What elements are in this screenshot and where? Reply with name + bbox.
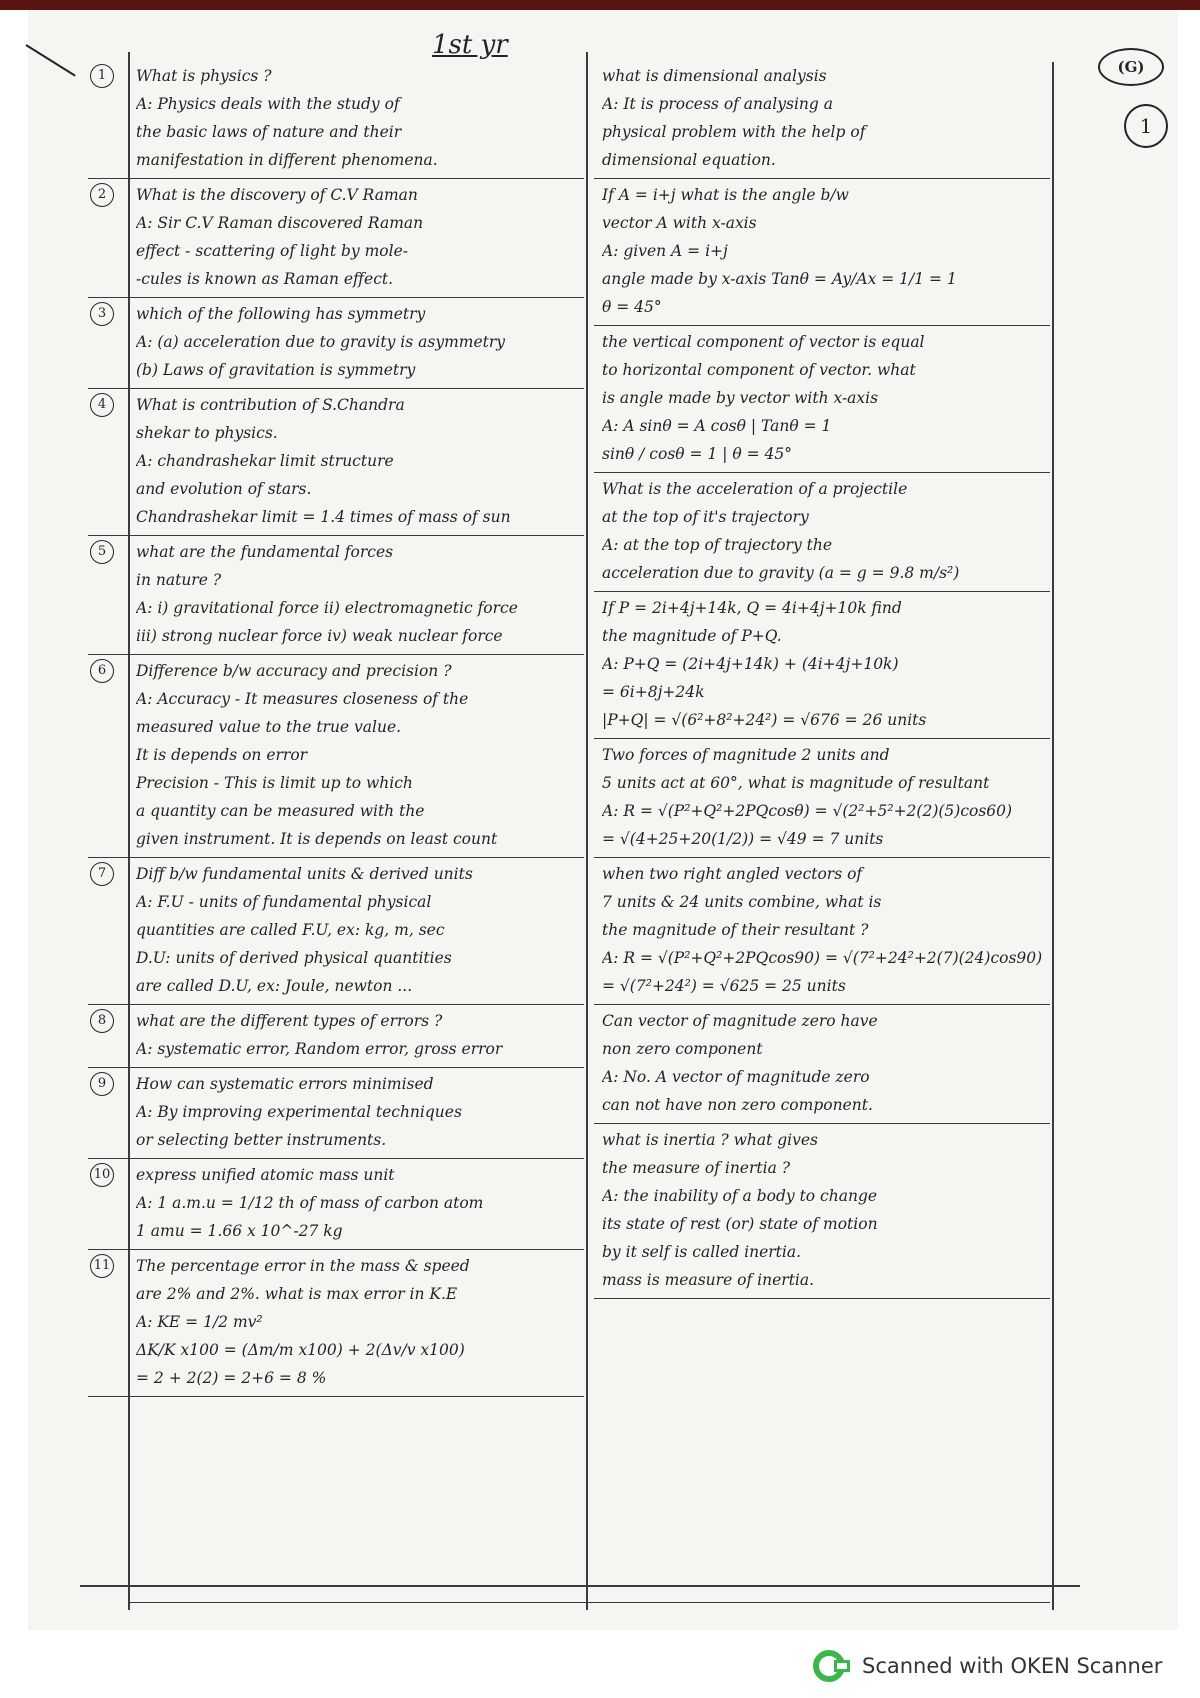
- text-line: and evolution of stars.: [136, 480, 312, 498]
- text-line: iii) strong nuclear force iv) weak nuclear force: [136, 627, 503, 645]
- text-line: = 6i+8j+24k: [602, 683, 705, 701]
- text-line: shekar to physics.: [136, 424, 278, 442]
- text-line: Can vector of magnitude zero have: [602, 1012, 878, 1030]
- text-line: physical problem with the help of: [602, 123, 866, 141]
- text-line: 7 units & 24 units combine, what is: [602, 893, 882, 911]
- text-line: what are the fundamental forces: [136, 543, 394, 561]
- question-block: [88, 1005, 584, 1068]
- question-block: [88, 298, 584, 389]
- question-block: [594, 739, 1050, 858]
- text-line: 5 units act at 60°, what is magnitude of resultant: [602, 774, 990, 792]
- text-line: Two forces of magnitude 2 units and: [602, 746, 890, 764]
- question-block: [594, 1005, 1050, 1124]
- scanner-watermark: [812, 1648, 1162, 1684]
- text-line: when two right angled vectors of: [602, 865, 863, 883]
- text-line: sinθ / cosθ = 1 | θ = 45°: [602, 445, 793, 463]
- question-number: 7: [90, 862, 114, 886]
- text-line: A: systematic error, Random error, gross error: [136, 1040, 503, 1058]
- question-block: [88, 536, 584, 655]
- text-line: A: (a) acceleration due to gravity is asymmetry: [136, 333, 506, 351]
- question-number: 10: [90, 1163, 114, 1187]
- question-block: [88, 389, 584, 536]
- bottom-rule: [80, 1585, 1080, 1587]
- text-line: A: By improving experimental techniques: [136, 1103, 462, 1121]
- text-line: to horizontal component of vector. what: [602, 361, 916, 379]
- left-column: [88, 60, 584, 1397]
- text-line: A: R = √(P²+Q²+2PQcosθ) = √(2²+5²+2(2)(5)cos60): [602, 802, 1013, 820]
- text-line: D.U: units of derived physical quantities: [136, 949, 452, 967]
- question-block: [88, 179, 584, 298]
- column-divider: [586, 52, 588, 1610]
- text-line: = √(4+25+20(1/2)) = √49 = 7 units: [602, 830, 884, 848]
- text-line: can not have non zero component.: [602, 1096, 873, 1114]
- text-line: non zero component: [602, 1040, 763, 1058]
- question-block: [88, 655, 584, 858]
- text-line: effect - scattering of light by mole-: [136, 242, 409, 260]
- corner-stamp: (G): [1098, 48, 1164, 86]
- text-line: which of the following has symmetry: [136, 305, 426, 323]
- question-number: 2: [90, 183, 114, 207]
- page-title: 1st yr: [432, 30, 508, 60]
- question-number: 6: [90, 659, 114, 683]
- text-line: express unified atomic mass unit: [136, 1166, 395, 1184]
- text-line: is angle made by vector with x-axis: [602, 389, 879, 407]
- question-block: [594, 473, 1050, 592]
- question-block: [594, 60, 1050, 179]
- text-line: What is the discovery of C.V Raman: [136, 186, 418, 204]
- bottom-rule-2: [130, 1602, 1050, 1603]
- text-line: How can systematic errors minimised: [136, 1075, 434, 1093]
- text-line: It is depends on error: [136, 746, 308, 764]
- text-line: what is inertia ? what gives: [602, 1131, 819, 1149]
- text-line: mass is measure of inertia.: [602, 1271, 815, 1289]
- text-line: a quantity can be measured with the: [136, 802, 425, 820]
- text-line: or selecting better instruments.: [136, 1131, 387, 1149]
- text-line: by it self is called inertia.: [602, 1243, 802, 1261]
- text-line: If A = i+j what is the angle b/w: [602, 186, 849, 204]
- text-line: A: the inability of a body to change: [602, 1187, 878, 1205]
- text-line: The percentage error in the mass & speed: [136, 1257, 470, 1275]
- text-line: dimensional equation.: [602, 151, 776, 169]
- text-line: are 2% and 2%. what is max error in K.E: [136, 1285, 458, 1303]
- text-line: (b) Laws of gravitation is symmetry: [136, 361, 416, 379]
- text-line: What is physics ?: [136, 67, 272, 85]
- text-line: Precision - This is limit up to which: [136, 774, 413, 792]
- text-line: 1 amu = 1.66 x 10^-27 kg: [136, 1222, 343, 1240]
- text-line: = √(7²+24²) = √625 = 25 units: [602, 977, 846, 995]
- text-line: ΔK/K x100 = (Δm/m x100) + 2(Δv/v x100): [136, 1341, 465, 1359]
- text-line: the magnitude of their resultant ?: [602, 921, 869, 939]
- text-line: Chandrashekar limit = 1.4 times of mass of sun: [136, 508, 511, 526]
- text-line: A: It is process of analysing a: [602, 95, 833, 113]
- text-line: are called D.U, ex: Joule, newton ...: [136, 977, 413, 995]
- text-line: θ = 45°: [602, 298, 662, 316]
- text-line: Difference b/w accuracy and precision ?: [136, 662, 452, 680]
- question-block: [594, 858, 1050, 1005]
- question-block: [88, 1068, 584, 1159]
- text-line: at the top of it's trajectory: [602, 508, 809, 526]
- text-line: |P+Q| = √(6²+8²+24²) = √676 = 26 units: [602, 711, 927, 729]
- right-border-line: [1052, 62, 1054, 1610]
- question-number: 9: [90, 1072, 114, 1096]
- text-line: the magnitude of P+Q.: [602, 627, 782, 645]
- text-line: A: Sir C.V Raman discovered Raman: [136, 214, 424, 232]
- question-block: [88, 60, 584, 179]
- text-line: A: given A = i+j: [602, 242, 728, 260]
- page-number: 1: [1124, 104, 1168, 148]
- question-block: [594, 592, 1050, 739]
- text-line: in nature ?: [136, 571, 222, 589]
- question-block: [88, 858, 584, 1005]
- text-line: measured value to the true value.: [136, 718, 402, 736]
- text-line: A: i) gravitational force ii) electromagnetic force: [136, 599, 518, 617]
- text-line: = 2 + 2(2) = 2+6 = 8 %: [136, 1369, 327, 1387]
- text-line: angle made by x-axis Tanθ = Ay/Ax = 1/1 = 1: [602, 270, 957, 288]
- text-line: Diff b/w fundamental units & derived units: [136, 865, 473, 883]
- text-line: -cules is known as Raman effect.: [136, 270, 394, 288]
- text-line: the measure of inertia ?: [602, 1159, 791, 1177]
- text-line: acceleration due to gravity (a = g = 9.8 m/s²): [602, 564, 960, 582]
- text-line: What is contribution of S.Chandra: [136, 396, 405, 414]
- text-line: A: No. A vector of magnitude zero: [602, 1068, 870, 1086]
- text-line: A: Accuracy - It measures closeness of the: [136, 690, 469, 708]
- text-line: manifestation in different phenomena.: [136, 151, 438, 169]
- question-number: 1: [90, 64, 114, 88]
- text-line: A: at the top of trajectory the: [602, 536, 833, 554]
- text-line: A: chandrashekar limit structure: [136, 452, 394, 470]
- question-number: 8: [90, 1009, 114, 1033]
- text-line: A: KE = 1/2 mv²: [136, 1313, 263, 1331]
- text-line: A: 1 a.m.u = 1/12 th of mass of carbon atom: [136, 1194, 484, 1212]
- question-number: 3: [90, 302, 114, 326]
- text-line: its state of rest (or) state of motion: [602, 1215, 878, 1233]
- text-line: the basic laws of nature and their: [136, 123, 402, 141]
- text-line: what are the different types of errors ?: [136, 1012, 443, 1030]
- question-number: 4: [90, 393, 114, 417]
- question-block: [594, 179, 1050, 326]
- text-line: vector A with x-axis: [602, 214, 757, 232]
- text-line: What is the acceleration of a projectile: [602, 480, 908, 498]
- question-number: 11: [90, 1254, 114, 1278]
- question-block: [594, 326, 1050, 473]
- text-line: the vertical component of vector is equal: [602, 333, 925, 351]
- text-line: A: P+Q = (2i+4j+14k) + (4i+4j+10k): [602, 655, 899, 673]
- watermark-text: Scanned with OKEN Scanner: [862, 1654, 1163, 1678]
- question-block: [88, 1159, 584, 1250]
- text-line: If P = 2i+4j+14k, Q = 4i+4j+10k find: [602, 599, 902, 617]
- top-dark-band: [0, 0, 1200, 10]
- text-line: A: Physics deals with the study of: [136, 95, 400, 113]
- question-block: [594, 1124, 1050, 1299]
- text-line: A: A sinθ = A cosθ | Tanθ = 1: [602, 417, 832, 435]
- question-block: [88, 1250, 584, 1397]
- right-column: [594, 60, 1050, 1299]
- text-line: given instrument. It is depends on least count: [136, 830, 498, 848]
- text-line: A: F.U - units of fundamental physical: [136, 893, 432, 911]
- question-number: 5: [90, 540, 114, 564]
- text-line: A: R = √(P²+Q²+2PQcos90) = √(7²+24²+2(7)(24)cos90): [602, 949, 1043, 967]
- oken-logo-icon: [812, 1649, 852, 1683]
- text-line: quantities are called F.U, ex: kg, m, sec: [136, 921, 445, 939]
- text-line: what is dimensional analysis: [602, 67, 827, 85]
